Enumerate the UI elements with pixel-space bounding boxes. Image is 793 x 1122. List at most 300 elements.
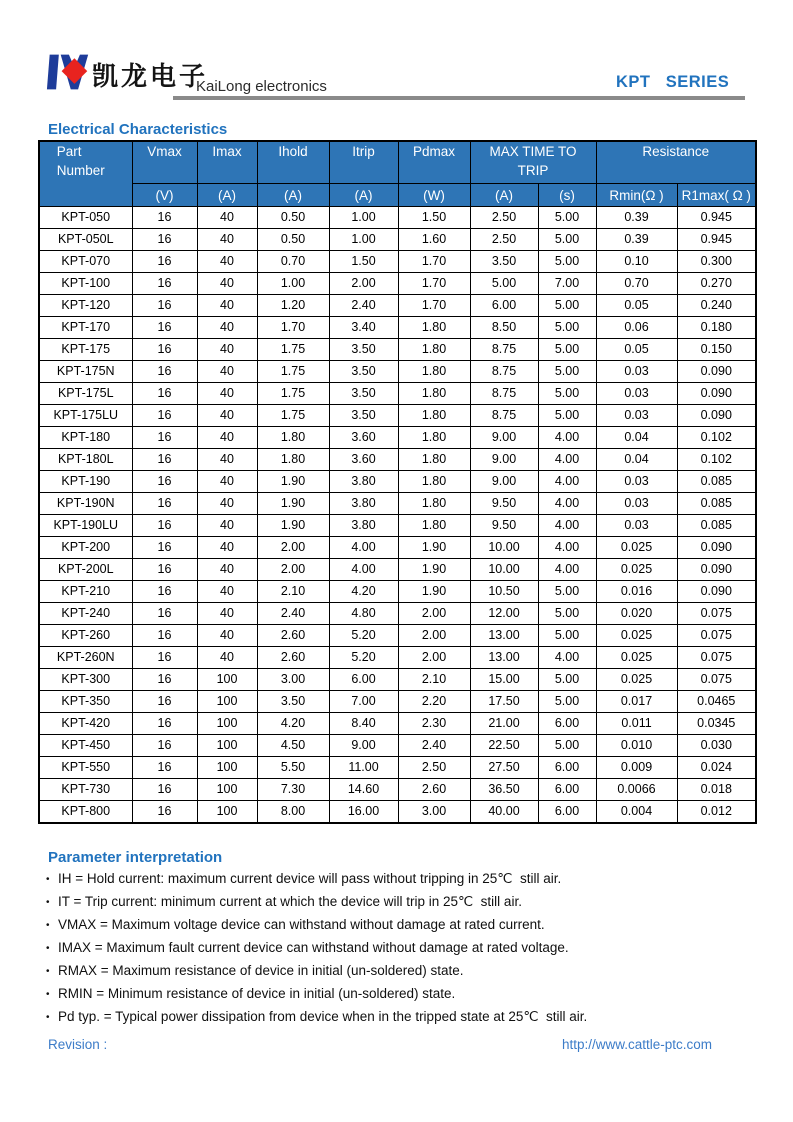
table-row xyxy=(39,449,756,471)
value-cell: 40 xyxy=(197,603,257,625)
bullet-icon: • xyxy=(46,920,50,931)
part-number-cell: KPT-300 xyxy=(39,669,132,691)
parameter-text: IH = Hold current: maximum current device will pass without tripping in 25℃ still air. xyxy=(58,871,562,886)
value-cell: 0.075 xyxy=(677,603,756,625)
part-number-cell: KPT-190 xyxy=(39,471,132,493)
value-cell: 17.50 xyxy=(470,691,538,713)
value-cell: 0.70 xyxy=(257,251,329,273)
value-cell: 0.085 xyxy=(677,515,756,537)
value-cell: 5.00 xyxy=(538,361,596,383)
value-cell: 5.00 xyxy=(470,273,538,295)
value-cell: 0.004 xyxy=(596,801,677,824)
table-row xyxy=(39,581,756,603)
value-cell: 2.30 xyxy=(398,713,470,735)
value-cell: 8.75 xyxy=(470,383,538,405)
table-row xyxy=(39,405,756,427)
table-row xyxy=(39,669,756,691)
value-cell: 2.10 xyxy=(398,669,470,691)
value-cell: 9.00 xyxy=(470,471,538,493)
revision-label: Revision : xyxy=(48,1037,108,1052)
value-cell: 0.0465 xyxy=(677,691,756,713)
value-cell: 0.300 xyxy=(677,251,756,273)
value-cell: 8.50 xyxy=(470,317,538,339)
value-cell: 10.50 xyxy=(470,581,538,603)
value-cell: 0.090 xyxy=(677,383,756,405)
value-cell: 1.80 xyxy=(398,361,470,383)
value-cell: 8.75 xyxy=(470,405,538,427)
value-cell: 100 xyxy=(197,757,257,779)
part-number-cell: KPT-175N xyxy=(39,361,132,383)
value-cell: 1.60 xyxy=(398,229,470,251)
value-cell: 4.00 xyxy=(538,515,596,537)
part-number-cell: KPT-120 xyxy=(39,295,132,317)
value-cell: 5.20 xyxy=(329,647,398,669)
table-row xyxy=(39,273,756,295)
value-cell: 40 xyxy=(197,581,257,603)
value-cell: 1.50 xyxy=(398,207,470,229)
bullet-icon: • xyxy=(46,874,50,885)
value-cell: 0.04 xyxy=(596,449,677,471)
value-cell: 3.60 xyxy=(329,427,398,449)
value-cell: 16 xyxy=(132,273,197,295)
value-cell: 9.50 xyxy=(470,493,538,515)
value-cell: 0.945 xyxy=(677,207,756,229)
value-cell: 3.50 xyxy=(257,691,329,713)
table-row xyxy=(39,383,756,405)
value-cell: 0.025 xyxy=(596,625,677,647)
part-number-cell: KPT-100 xyxy=(39,273,132,295)
value-cell: 9.00 xyxy=(470,449,538,471)
value-cell: 14.60 xyxy=(329,779,398,801)
table-row xyxy=(39,317,756,339)
parameter-text: IMAX = Maximum fault current device can withstand without damage at rated voltage. xyxy=(58,940,569,955)
value-cell: 1.80 xyxy=(398,471,470,493)
table-row xyxy=(39,537,756,559)
value-cell: 16 xyxy=(132,251,197,273)
value-cell: 0.025 xyxy=(596,669,677,691)
table-row xyxy=(39,603,756,625)
section-title-parameter-interpretation: Parameter interpretation xyxy=(48,849,223,866)
value-cell: 5.20 xyxy=(329,625,398,647)
value-cell: 0.085 xyxy=(677,471,756,493)
value-cell: 1.90 xyxy=(398,559,470,581)
col-header-max-time-to-trip: MAX TIME TO TRIP xyxy=(470,141,596,184)
value-cell: 11.00 xyxy=(329,757,398,779)
value-cell: 1.90 xyxy=(257,471,329,493)
value-cell: 2.40 xyxy=(398,735,470,757)
value-cell: 15.00 xyxy=(470,669,538,691)
part-number-cell: KPT-190LU xyxy=(39,515,132,537)
bullet-icon: • xyxy=(46,989,50,1000)
value-cell: 16 xyxy=(132,471,197,493)
value-cell: 0.090 xyxy=(677,537,756,559)
part-number-cell: KPT-175L xyxy=(39,383,132,405)
value-cell: 0.075 xyxy=(677,625,756,647)
value-cell: 16 xyxy=(132,691,197,713)
table-row xyxy=(39,427,756,449)
value-cell: 9.00 xyxy=(470,427,538,449)
list-item xyxy=(46,914,746,937)
table-row xyxy=(39,779,756,801)
section-title-electrical-characteristics: Electrical Characteristics xyxy=(48,121,228,138)
value-cell: 10.00 xyxy=(470,559,538,581)
part-number-cell: KPT-350 xyxy=(39,691,132,713)
value-cell: 16 xyxy=(132,493,197,515)
value-cell: 0.010 xyxy=(596,735,677,757)
table-body xyxy=(39,207,756,824)
value-cell: 16 xyxy=(132,537,197,559)
value-cell: 40 xyxy=(197,493,257,515)
value-cell: 16 xyxy=(132,317,197,339)
value-cell: 0.090 xyxy=(677,581,756,603)
value-cell: 100 xyxy=(197,669,257,691)
value-cell: 0.03 xyxy=(596,493,677,515)
value-cell: 0.04 xyxy=(596,427,677,449)
value-cell: 10.00 xyxy=(470,537,538,559)
value-cell: 13.00 xyxy=(470,625,538,647)
value-cell: 1.20 xyxy=(257,295,329,317)
parameter-text: IT = Trip current: minimum current at which the device will trip in 25℃ still air. xyxy=(58,894,522,909)
unit-ihold: (A) xyxy=(257,184,329,207)
value-cell: 16 xyxy=(132,669,197,691)
value-cell: 0.024 xyxy=(677,757,756,779)
value-cell: 0.025 xyxy=(596,559,677,581)
table-row xyxy=(39,207,756,229)
value-cell: 5.00 xyxy=(538,735,596,757)
value-cell: 0.085 xyxy=(677,493,756,515)
part-number-cell: KPT-240 xyxy=(39,603,132,625)
value-cell: 40 xyxy=(197,339,257,361)
value-cell: 16 xyxy=(132,295,197,317)
value-cell: 5.00 xyxy=(538,339,596,361)
value-cell: 40 xyxy=(197,647,257,669)
part-number-cell: KPT-730 xyxy=(39,779,132,801)
value-cell: 21.00 xyxy=(470,713,538,735)
value-cell: 0.090 xyxy=(677,559,756,581)
part-number-cell: KPT-550 xyxy=(39,757,132,779)
value-cell: 7.00 xyxy=(329,691,398,713)
value-cell: 40 xyxy=(197,295,257,317)
value-cell: 4.00 xyxy=(538,449,596,471)
part-number-cell: KPT-200L xyxy=(39,559,132,581)
value-cell: 0.102 xyxy=(677,427,756,449)
value-cell: 100 xyxy=(197,735,257,757)
value-cell: 4.00 xyxy=(538,427,596,449)
value-cell: 0.03 xyxy=(596,383,677,405)
unit-itrip: (A) xyxy=(329,184,398,207)
value-cell: 27.50 xyxy=(470,757,538,779)
table-row xyxy=(39,691,756,713)
table-row xyxy=(39,757,756,779)
website-link[interactable]: http://www.cattle-ptc.com xyxy=(561,1037,712,1052)
value-cell: 3.50 xyxy=(329,383,398,405)
value-cell: 6.00 xyxy=(538,757,596,779)
part-number-cell: KPT-175LU xyxy=(39,405,132,427)
value-cell: 3.80 xyxy=(329,471,398,493)
value-cell: 16 xyxy=(132,207,197,229)
parameter-text: Pd typ. = Typical power dissipation from device when in the tripped state at 25℃ still air. xyxy=(58,1009,588,1024)
value-cell: 5.50 xyxy=(257,757,329,779)
value-cell: 13.00 xyxy=(470,647,538,669)
value-cell: 1.80 xyxy=(398,493,470,515)
value-cell: 0.39 xyxy=(596,207,677,229)
value-cell: 16 xyxy=(132,559,197,581)
value-cell: 1.80 xyxy=(398,339,470,361)
value-cell: 40.00 xyxy=(470,801,538,824)
bullet-icon: • xyxy=(46,966,50,977)
part-number-cell: KPT-420 xyxy=(39,713,132,735)
value-cell: 1.80 xyxy=(398,449,470,471)
unit-trip-current: (A) xyxy=(470,184,538,207)
value-cell: 16 xyxy=(132,581,197,603)
value-cell: 0.0066 xyxy=(596,779,677,801)
value-cell: 16 xyxy=(132,383,197,405)
value-cell: 6.00 xyxy=(329,669,398,691)
value-cell: 2.50 xyxy=(470,207,538,229)
value-cell: 4.20 xyxy=(257,713,329,735)
value-cell: 0.70 xyxy=(596,273,677,295)
value-cell: 2.50 xyxy=(398,757,470,779)
part-number-cell: KPT-260N xyxy=(39,647,132,669)
value-cell: 40 xyxy=(197,405,257,427)
part-number-cell: KPT-050 xyxy=(39,207,132,229)
electrical-characteristics-table xyxy=(38,140,757,824)
value-cell: 4.20 xyxy=(329,581,398,603)
company-name-chinese: 凯龙电子 xyxy=(92,62,209,92)
value-cell: 4.50 xyxy=(257,735,329,757)
table-row xyxy=(39,713,756,735)
table-row xyxy=(39,735,756,757)
value-cell: 0.10 xyxy=(596,251,677,273)
value-cell: 100 xyxy=(197,691,257,713)
value-cell: 16 xyxy=(132,229,197,251)
value-cell: 4.00 xyxy=(538,537,596,559)
value-cell: 5.00 xyxy=(538,383,596,405)
value-cell: 1.70 xyxy=(398,295,470,317)
value-cell: 40 xyxy=(197,559,257,581)
part-number-cell: KPT-050L xyxy=(39,229,132,251)
value-cell: 8.00 xyxy=(257,801,329,824)
value-cell: 16 xyxy=(132,361,197,383)
value-cell: 8.40 xyxy=(329,713,398,735)
value-cell: 5.00 xyxy=(538,405,596,427)
value-cell: 3.00 xyxy=(257,669,329,691)
part-number-cell: KPT-170 xyxy=(39,317,132,339)
value-cell: 0.180 xyxy=(677,317,756,339)
value-cell: 2.00 xyxy=(257,559,329,581)
value-cell: 1.80 xyxy=(398,383,470,405)
parameter-list xyxy=(46,868,746,1029)
col-header-part-number: Part Number xyxy=(39,141,132,207)
value-cell: 5.00 xyxy=(538,669,596,691)
value-cell: 5.00 xyxy=(538,317,596,339)
value-cell: 2.60 xyxy=(398,779,470,801)
value-cell: 1.75 xyxy=(257,361,329,383)
value-cell: 4.80 xyxy=(329,603,398,625)
value-cell: 0.025 xyxy=(596,647,677,669)
value-cell: 9.50 xyxy=(470,515,538,537)
value-cell: 1.75 xyxy=(257,405,329,427)
value-cell: 1.80 xyxy=(257,449,329,471)
value-cell: 16.00 xyxy=(329,801,398,824)
value-cell: 1.80 xyxy=(398,317,470,339)
unit-rmin: Rmin(Ω ) xyxy=(596,184,677,207)
value-cell: 1.75 xyxy=(257,339,329,361)
value-cell: 16 xyxy=(132,603,197,625)
value-cell: 0.011 xyxy=(596,713,677,735)
list-item xyxy=(46,983,746,1006)
value-cell: 0.240 xyxy=(677,295,756,317)
value-cell: 0.090 xyxy=(677,361,756,383)
value-cell: 1.70 xyxy=(257,317,329,339)
value-cell: 9.00 xyxy=(329,735,398,757)
value-cell: 100 xyxy=(197,801,257,824)
part-number-cell: KPT-175 xyxy=(39,339,132,361)
value-cell: 22.50 xyxy=(470,735,538,757)
value-cell: 40 xyxy=(197,449,257,471)
table-row xyxy=(39,361,756,383)
value-cell: 16 xyxy=(132,801,197,824)
bullet-icon: • xyxy=(46,943,50,954)
value-cell: 1.90 xyxy=(398,581,470,603)
value-cell: 2.00 xyxy=(398,603,470,625)
list-item xyxy=(46,1006,746,1029)
value-cell: 40 xyxy=(197,427,257,449)
part-number-cell: KPT-070 xyxy=(39,251,132,273)
value-cell: 7.00 xyxy=(538,273,596,295)
value-cell: 0.39 xyxy=(596,229,677,251)
value-cell: 0.075 xyxy=(677,669,756,691)
value-cell: 1.80 xyxy=(398,405,470,427)
value-cell: 5.00 xyxy=(538,251,596,273)
unit-imax: (A) xyxy=(197,184,257,207)
value-cell: 1.90 xyxy=(257,493,329,515)
value-cell: 2.00 xyxy=(398,625,470,647)
value-cell: 16 xyxy=(132,735,197,757)
value-cell: 1.50 xyxy=(329,251,398,273)
value-cell: 4.00 xyxy=(538,493,596,515)
value-cell: 2.00 xyxy=(329,273,398,295)
value-cell: 16 xyxy=(132,405,197,427)
value-cell: 4.00 xyxy=(538,471,596,493)
value-cell: 1.70 xyxy=(398,251,470,273)
value-cell: 1.00 xyxy=(329,229,398,251)
value-cell: 1.90 xyxy=(257,515,329,537)
value-cell: 40 xyxy=(197,515,257,537)
value-cell: 16 xyxy=(132,515,197,537)
value-cell: 3.50 xyxy=(329,405,398,427)
col-header-ihold: Ihold xyxy=(257,141,329,184)
value-cell: 0.06 xyxy=(596,317,677,339)
value-cell: 40 xyxy=(197,625,257,647)
value-cell: 6.00 xyxy=(470,295,538,317)
part-number-cell: KPT-450 xyxy=(39,735,132,757)
list-item xyxy=(46,868,746,891)
list-item xyxy=(46,891,746,914)
value-cell: 1.90 xyxy=(398,537,470,559)
value-cell: 0.05 xyxy=(596,295,677,317)
value-cell: 5.00 xyxy=(538,295,596,317)
value-cell: 36.50 xyxy=(470,779,538,801)
value-cell: 40 xyxy=(197,471,257,493)
value-cell: 0.270 xyxy=(677,273,756,295)
value-cell: 1.75 xyxy=(257,383,329,405)
table-row xyxy=(39,515,756,537)
col-header-resistance: Resistance xyxy=(596,141,756,184)
value-cell: 0.05 xyxy=(596,339,677,361)
value-cell: 0.03 xyxy=(596,471,677,493)
value-cell: 12.00 xyxy=(470,603,538,625)
header-divider xyxy=(173,96,745,100)
value-cell: 16 xyxy=(132,779,197,801)
parameter-text: RMIN = Minimum resistance of device in initial (un-soldered) state. xyxy=(58,986,456,1001)
bullet-icon: • xyxy=(46,897,50,908)
value-cell: 1.00 xyxy=(329,207,398,229)
unit-vmax: (V) xyxy=(132,184,197,207)
value-cell: 0.018 xyxy=(677,779,756,801)
table-row xyxy=(39,229,756,251)
value-cell: 5.00 xyxy=(538,625,596,647)
value-cell: 3.80 xyxy=(329,493,398,515)
value-cell: 3.80 xyxy=(329,515,398,537)
value-cell: 0.090 xyxy=(677,405,756,427)
value-cell: 40 xyxy=(197,383,257,405)
value-cell: 100 xyxy=(197,713,257,735)
table-row xyxy=(39,647,756,669)
value-cell: 0.075 xyxy=(677,647,756,669)
value-cell: 40 xyxy=(197,273,257,295)
part-number-cell: KPT-210 xyxy=(39,581,132,603)
series-label: KPT SERIES xyxy=(616,73,730,91)
table-row xyxy=(39,339,756,361)
table-row xyxy=(39,493,756,515)
col-header-itrip: Itrip xyxy=(329,141,398,184)
col-header-vmax: Vmax xyxy=(132,141,197,184)
value-cell: 1.80 xyxy=(398,427,470,449)
value-cell: 40 xyxy=(197,317,257,339)
value-cell: 3.50 xyxy=(470,251,538,273)
value-cell: 3.40 xyxy=(329,317,398,339)
value-cell: 2.00 xyxy=(398,647,470,669)
value-cell: 1.80 xyxy=(257,427,329,449)
value-cell: 2.40 xyxy=(329,295,398,317)
parameter-text: RMAX = Maximum resistance of device in initial (un-soldered) state. xyxy=(58,963,464,978)
value-cell: 16 xyxy=(132,449,197,471)
list-item xyxy=(46,960,746,983)
value-cell: 0.025 xyxy=(596,537,677,559)
value-cell: 0.016 xyxy=(596,581,677,603)
value-cell: 4.00 xyxy=(329,537,398,559)
value-cell: 4.00 xyxy=(538,647,596,669)
table-row xyxy=(39,251,756,273)
table-row xyxy=(39,625,756,647)
value-cell: 0.945 xyxy=(677,229,756,251)
value-cell: 2.20 xyxy=(398,691,470,713)
value-cell: 100 xyxy=(197,779,257,801)
value-cell: 0.50 xyxy=(257,207,329,229)
value-cell: 0.03 xyxy=(596,405,677,427)
kailong-logo-icon xyxy=(46,52,90,92)
value-cell: 0.030 xyxy=(677,735,756,757)
value-cell: 3.50 xyxy=(329,339,398,361)
value-cell: 40 xyxy=(197,537,257,559)
value-cell: 5.00 xyxy=(538,229,596,251)
value-cell: 0.017 xyxy=(596,691,677,713)
value-cell: 16 xyxy=(132,625,197,647)
value-cell: 2.60 xyxy=(257,625,329,647)
unit-pdmax: (W) xyxy=(398,184,470,207)
value-cell: 4.00 xyxy=(538,559,596,581)
